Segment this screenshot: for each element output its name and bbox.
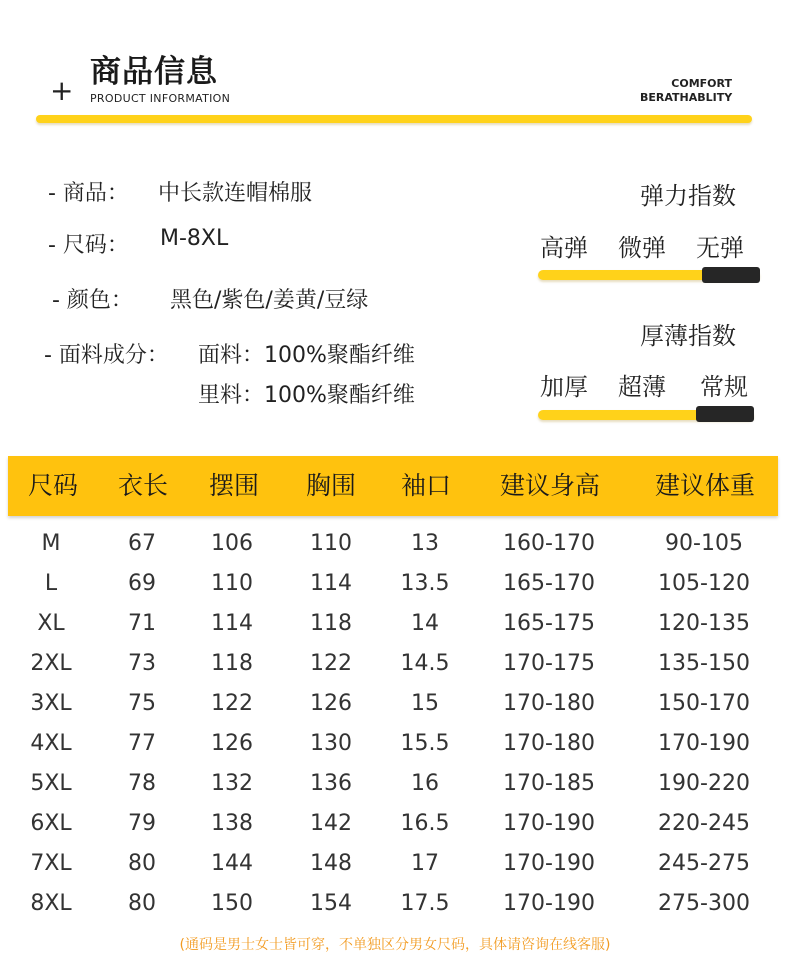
table-cell-chest: 110 [310, 531, 352, 556]
table-cell-hem: 118 [211, 651, 253, 676]
elasticity-index-title: 弹力指数 [640, 182, 736, 210]
table-cell-height: 170-180 [503, 731, 595, 756]
section-subtitle: PRODUCT INFORMATION [90, 92, 231, 105]
table-cell-cuff: 15 [411, 691, 439, 716]
table-cell-length: 67 [128, 531, 156, 556]
table-cell-weight: 190-220 [658, 771, 750, 796]
thickness-option-thin: 超薄 [618, 373, 666, 401]
size-range-value: M-8XL [160, 226, 229, 251]
table-cell-chest: 148 [310, 851, 352, 876]
comfort-caption [640, 77, 732, 105]
table-cell-height: 170-190 [503, 811, 595, 836]
fabric-outer-value: 面料：100%聚酯纤维 [198, 343, 415, 368]
table-cell-length: 73 [128, 651, 156, 676]
column-header-length: 衣长 [117, 471, 169, 500]
color-value: 黑色/紫色/姜黄/豆绿 [170, 288, 369, 313]
header-divider-bar [36, 115, 752, 123]
column-header-hem: 摆围 [208, 471, 260, 500]
column-header-chest: 胸围 [305, 471, 357, 500]
size-range-label: - 尺码： [48, 233, 129, 258]
elasticity-option-slight: 微弹 [618, 234, 666, 262]
table-cell-cuff: 14 [411, 611, 439, 636]
table-cell-size: 3XL [30, 691, 72, 716]
table-cell-chest: 154 [310, 891, 352, 916]
table-cell-hem: 126 [211, 731, 253, 756]
table-cell-cuff: 14.5 [400, 651, 450, 676]
section-title: 商品信息 [90, 54, 218, 90]
table-cell-length: 75 [128, 691, 156, 716]
table-cell-chest: 130 [310, 731, 352, 756]
table-cell-length: 80 [128, 851, 156, 876]
column-header-size: 尺码 [27, 471, 79, 500]
table-cell-height: 160-170 [503, 531, 595, 556]
table-cell-size: 5XL [30, 771, 72, 796]
table-cell-length: 79 [128, 811, 156, 836]
table-cell-weight: 135-150 [658, 651, 750, 676]
table-cell-weight: 275-300 [658, 891, 750, 916]
table-cell-size: M [41, 531, 61, 556]
table-cell-height: 170-190 [503, 891, 595, 916]
color-label: - 颜色： [52, 288, 133, 313]
fabric-lining-value: 里料：100%聚酯纤维 [198, 383, 415, 408]
thickness-index-title: 厚薄指数 [640, 322, 736, 350]
table-cell-cuff: 17.5 [400, 891, 450, 916]
product-name-value: 中长款连帽棉服 [158, 181, 313, 206]
table-cell-chest: 142 [310, 811, 352, 836]
table-cell-chest: 118 [310, 611, 352, 636]
table-cell-chest: 136 [310, 771, 352, 796]
table-cell-cuff: 16.5 [400, 811, 450, 836]
plus-icon: + [50, 74, 74, 107]
table-cell-length: 77 [128, 731, 156, 756]
elasticity-option-none: 无弹 [696, 234, 744, 262]
thickness-option-thick: 加厚 [540, 373, 588, 401]
table-cell-weight: 90-105 [665, 531, 743, 556]
table-cell-hem: 132 [211, 771, 253, 796]
table-cell-length: 80 [128, 891, 156, 916]
table-cell-cuff: 13 [411, 531, 439, 556]
table-cell-chest: 126 [310, 691, 352, 716]
table-cell-cuff: 13.5 [400, 571, 450, 596]
table-cell-height: 165-175 [503, 611, 595, 636]
fabric-label: - 面料成分： [44, 343, 169, 368]
table-cell-size: L [44, 571, 58, 596]
table-cell-weight: 120-135 [658, 611, 750, 636]
table-cell-length: 69 [128, 571, 156, 596]
table-cell-size: 7XL [30, 851, 72, 876]
product-name-label: - 商品： [48, 181, 129, 206]
size-table-header [8, 456, 778, 516]
elasticity-option-high: 高弹 [540, 234, 588, 262]
table-cell-hem: 150 [211, 891, 253, 916]
table-cell-size: 2XL [30, 651, 72, 676]
table-cell-height: 170-190 [503, 851, 595, 876]
size-note: (通码是男士女士皆可穿，不单独区分男女尺码，具体请咨询在线客服) [179, 937, 611, 953]
table-cell-height: 165-170 [503, 571, 595, 596]
table-cell-hem: 138 [211, 811, 253, 836]
table-cell-length: 71 [128, 611, 156, 636]
table-cell-length: 78 [128, 771, 156, 796]
table-cell-cuff: 17 [411, 851, 439, 876]
table-cell-hem: 144 [211, 851, 253, 876]
column-header-weight: 建议体重 [654, 471, 756, 500]
table-cell-chest: 114 [310, 571, 352, 596]
table-cell-hem: 122 [211, 691, 253, 716]
table-cell-weight: 220-245 [658, 811, 750, 836]
column-header-height: 建议身高 [499, 471, 601, 500]
comfort-caption-line-1: COMFORT [671, 77, 732, 90]
table-cell-cuff: 16 [411, 771, 439, 796]
table-cell-weight: 150-170 [658, 691, 750, 716]
table-cell-height: 170-180 [503, 691, 595, 716]
table-cell-size: 4XL [30, 731, 72, 756]
table-cell-size: 6XL [30, 811, 72, 836]
comfort-caption-line-2: BERATHABLITY [640, 91, 733, 104]
table-cell-hem: 114 [211, 611, 253, 636]
table-cell-height: 170-175 [503, 651, 595, 676]
column-header-cuff: 袖口 [400, 471, 452, 500]
table-cell-weight: 105-120 [658, 571, 750, 596]
table-cell-size: XL [37, 611, 65, 636]
table-cell-size: 8XL [30, 891, 72, 916]
table-cell-height: 170-185 [503, 771, 595, 796]
table-cell-weight: 245-275 [658, 851, 750, 876]
table-cell-hem: 110 [211, 571, 253, 596]
thickness-scale-marker [696, 406, 754, 422]
thickness-option-regular: 常规 [700, 373, 748, 401]
table-cell-hem: 106 [211, 531, 253, 556]
table-cell-chest: 122 [310, 651, 352, 676]
table-cell-weight: 170-190 [658, 731, 750, 756]
table-cell-cuff: 15.5 [400, 731, 450, 756]
elasticity-scale-marker [702, 267, 760, 283]
